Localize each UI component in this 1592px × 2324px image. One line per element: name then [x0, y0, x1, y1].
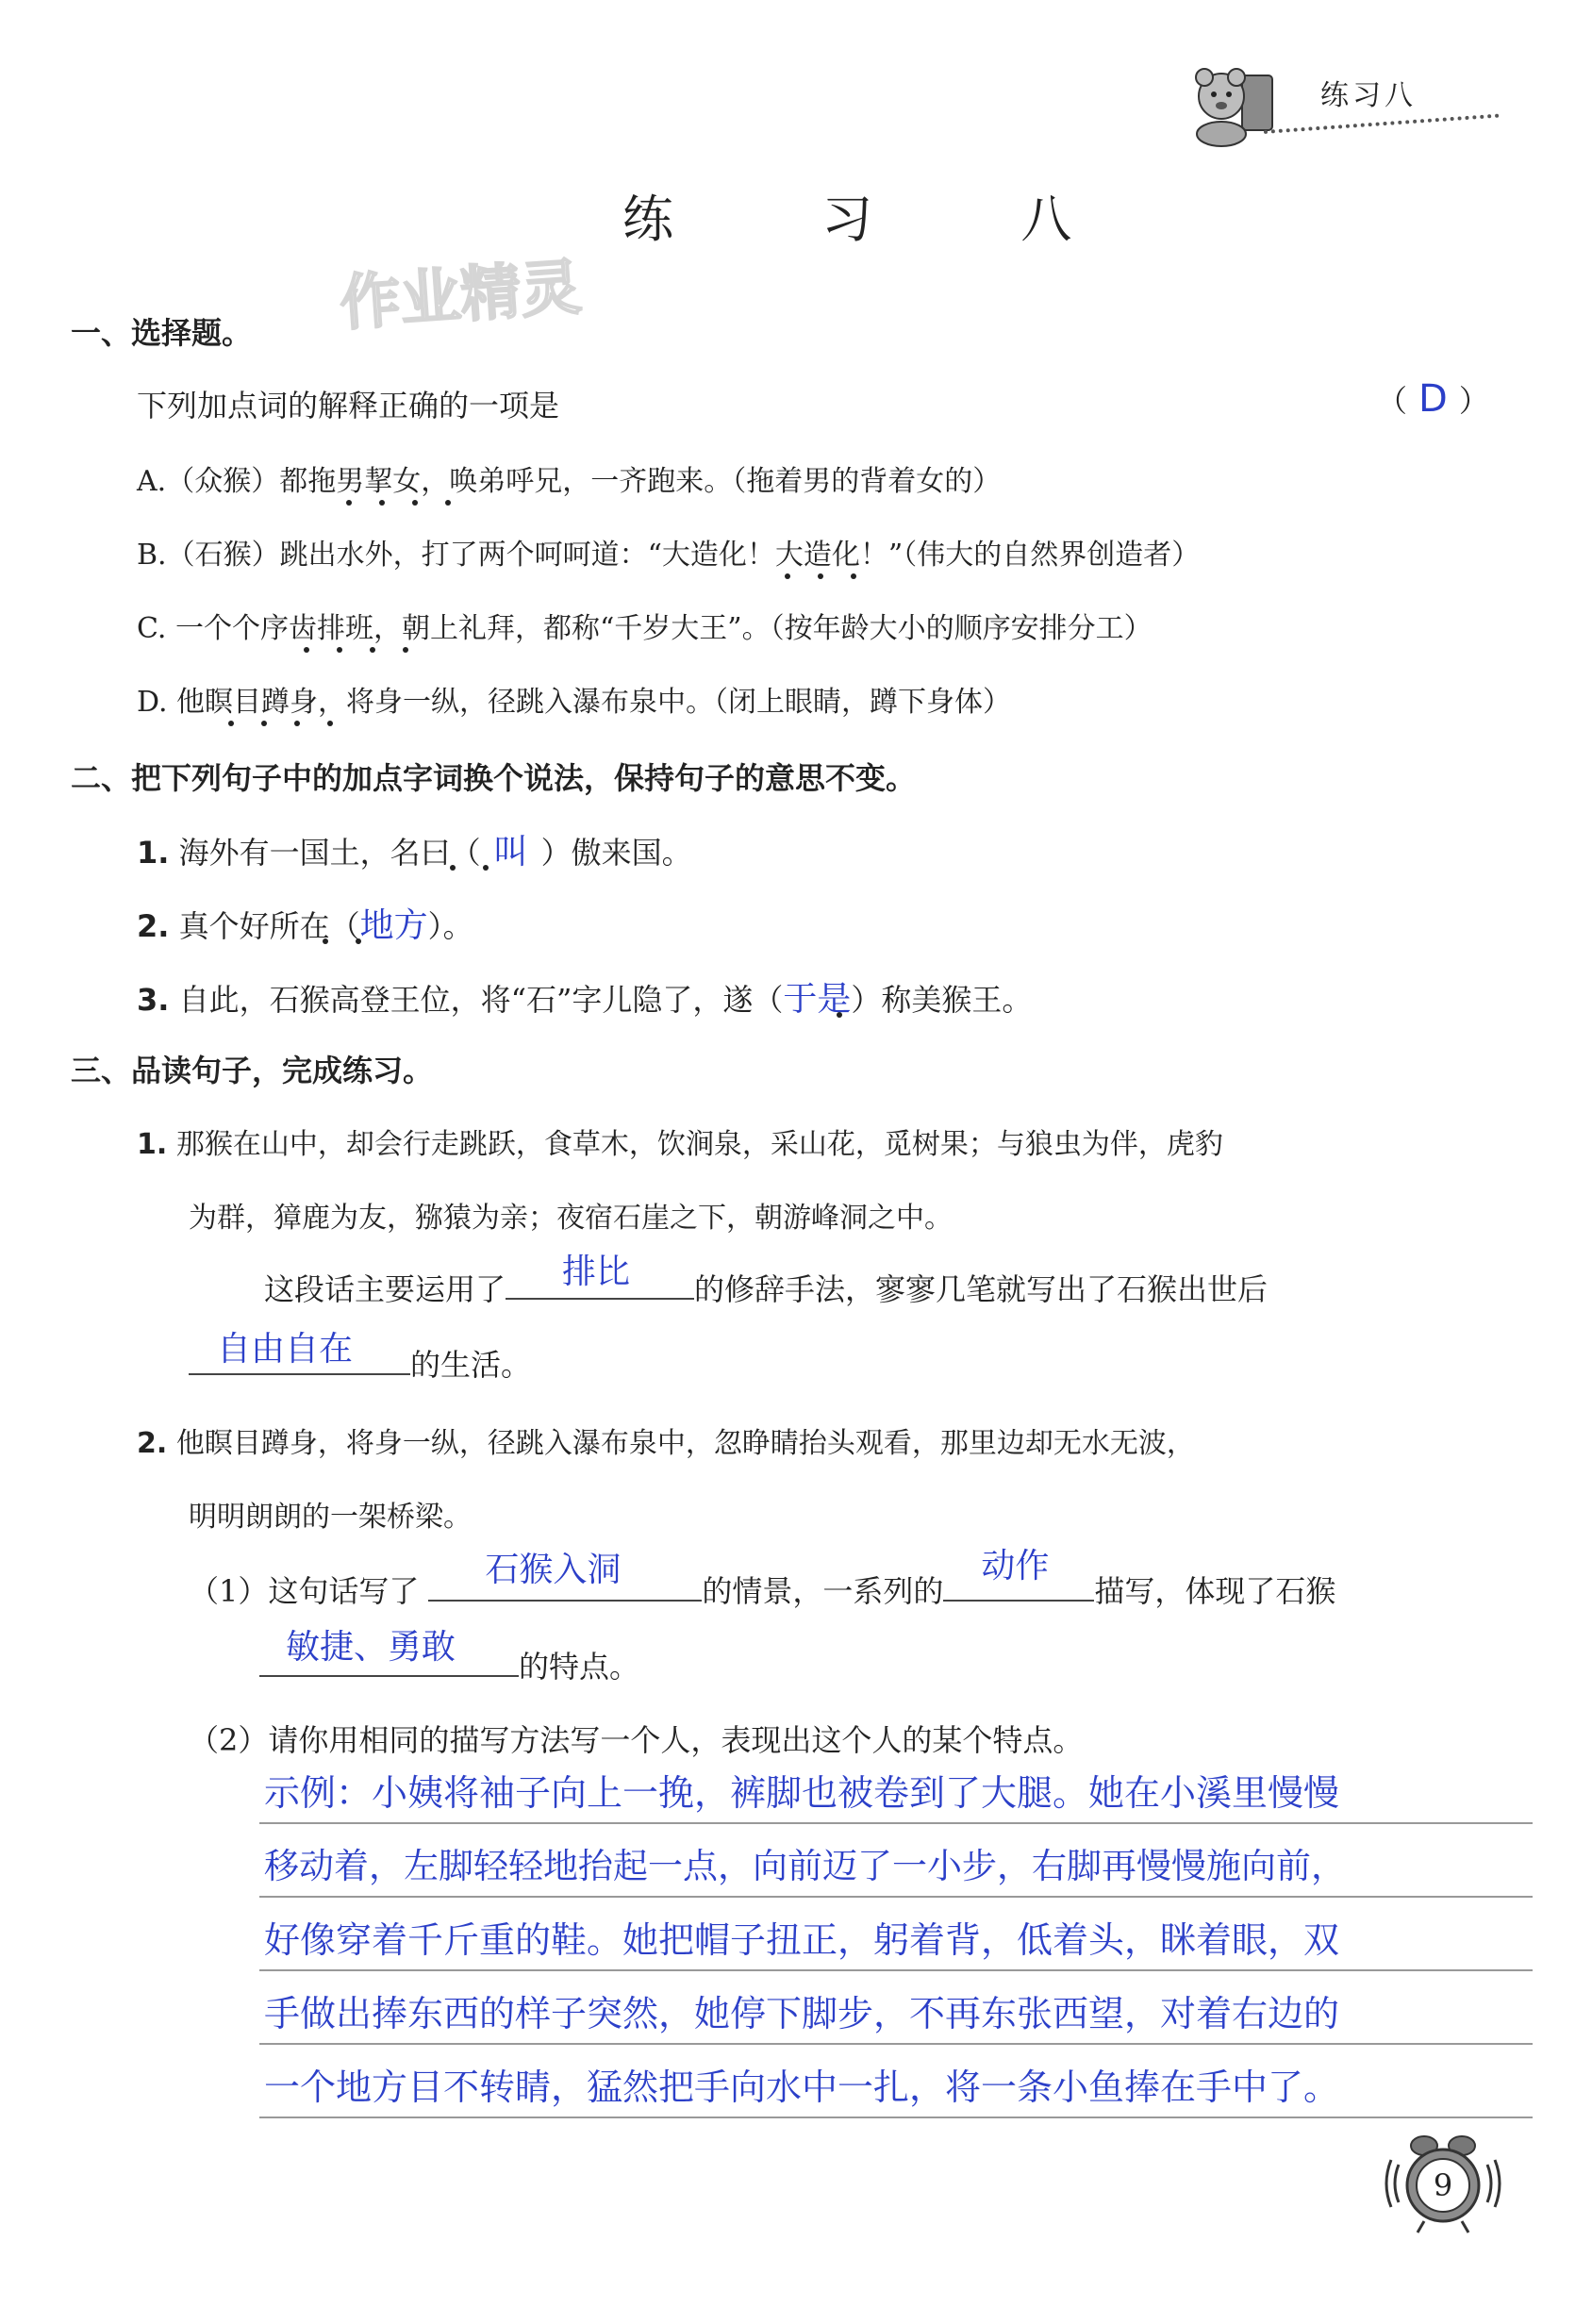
section1-heading: 一、选择题。 — [71, 315, 253, 351]
q2-sub2-answer-line: 移动着，左脚轻轻地抬起一点，向前迈了一小步，右脚再慢慢施向前， — [264, 1846, 1346, 1886]
option-b: B.（石猴）跳出水外，打了两个呵呵道：“大造化！大造化！”（伟大的自然界创造者） — [137, 539, 1201, 572]
q1-passage-line2: 为群，獐鹿为友，猕猿为亲；夜宿石崖之下，朝游峰洞之中。 — [189, 1202, 953, 1235]
section2-answer-3: 于是 — [783, 980, 852, 1019]
section2-answer-1: 叫 — [493, 833, 528, 872]
q2-answer-a: 石猴入洞 — [485, 1551, 622, 1589]
q2-sub2-answer-line: 一个地方目不转睛，猛然把手向水中一扎，将一条小鱼捧在手中了。 — [264, 2067, 1340, 2108]
writing-line — [259, 1969, 1533, 1971]
writing-line — [259, 1896, 1533, 1898]
option-a: A.（众猴）都拖男挈女，唤弟呼兄，一齐跑来。（拖着男的背着女的） — [137, 465, 1002, 498]
option-d: D. 他瞑目蹲身，将身一纵，径跳入瀑布泉中。（闭上眼睛，蹲下身体） — [137, 686, 1012, 719]
writing-line — [259, 2116, 1533, 2118]
section1-answer-paren: （ D ） — [1377, 377, 1489, 421]
header-label: 练习八 — [1320, 79, 1417, 112]
q2-sub1-line1: （1）这句话写了 石猴入洞 的情景，一系列的 动作 描写，体现了石猴 — [189, 1568, 1335, 1611]
section2-answer-2: 地方 — [359, 906, 428, 945]
q1-prompt-line: 这段话主要运用了 排比 的修辞手法，寥寥几笔就写出了石猴出世后 — [264, 1266, 1268, 1309]
option-c: C. 一个个序齿排班，朝上礼拜，都称“千岁大王”。（按年龄大小的顺序安排分工） — [137, 612, 1153, 645]
q2-sub2-prompt: （2）请你用相同的描写方法写一个人，表现出这个人的某个特点。 — [189, 1722, 1084, 1758]
page-number: 9 — [1433, 2167, 1453, 2203]
section2-item-1: 1. 海外有一国土，名曰（ 叫 ）傲来国。 — [137, 833, 692, 872]
section2-item-3: 3. 自此，石猴高登王位，将“石”字儿隐了，遂（于是）称美猴王。 — [137, 980, 1033, 1019]
watermark: 作业精灵 — [338, 253, 584, 340]
writing-line — [259, 1822, 1533, 1824]
emphasis-dots — [0, 0, 1592, 1038]
q1-answer-b: 自由自在 — [217, 1330, 354, 1369]
q2-passage-line1: 2. 他瞑目蹲身，将身一纵，径跳入瀑布泉中，忽睁睛抬头观看，那里边却无水无波， — [137, 1427, 1195, 1460]
q2-answer-c: 敏捷、勇敢 — [286, 1628, 456, 1667]
writing-line — [259, 2043, 1533, 2045]
q1-passage-line1: 1. 那猴在山中，却会行走跳跃，食草木，饮涧泉，采山花，觅树果；与狼虫为伴，虎豹 — [137, 1128, 1223, 1161]
q2-passage-line2: 明明朗朗的一架桥梁。 — [189, 1501, 472, 1534]
q1-answer-a: 排比 — [562, 1253, 631, 1291]
page-title: 练 习 八 — [622, 190, 1138, 249]
q2-sub2-answer-line: 示例：小姨将袖子向上一挽，裤脚也被卷到了大腿。她在小溪里慢慢 — [264, 1772, 1340, 1814]
section1-answer: D — [1418, 377, 1448, 421]
q2-sub2-answer-line: 手做出捧东西的样子突然，她停下脚步，不再东张西望，对着右边的 — [264, 1993, 1340, 2034]
q1-prompt-line2: 自由自在 的生活。 — [189, 1341, 531, 1385]
section3-heading: 三、品读句子，完成练习。 — [71, 1053, 434, 1088]
section1-question: 下列加点词的解释正确的一项是 — [137, 388, 560, 423]
section2-item-2: 2. 真个好所在（地方）。 — [137, 906, 473, 945]
q2-sub1-line2: 敏捷、勇敢 的特点。 — [259, 1643, 639, 1686]
q2-answer-b: 动作 — [981, 1547, 1050, 1585]
section2-heading: 二、把下列句子中的加点字词换个说法，保持句子的意思不变。 — [71, 760, 917, 796]
q2-sub2-answer-line: 好像穿着千斤重的鞋。她把帽子扭正，躬着背，低着头，眯着眼，双 — [264, 1919, 1340, 1961]
